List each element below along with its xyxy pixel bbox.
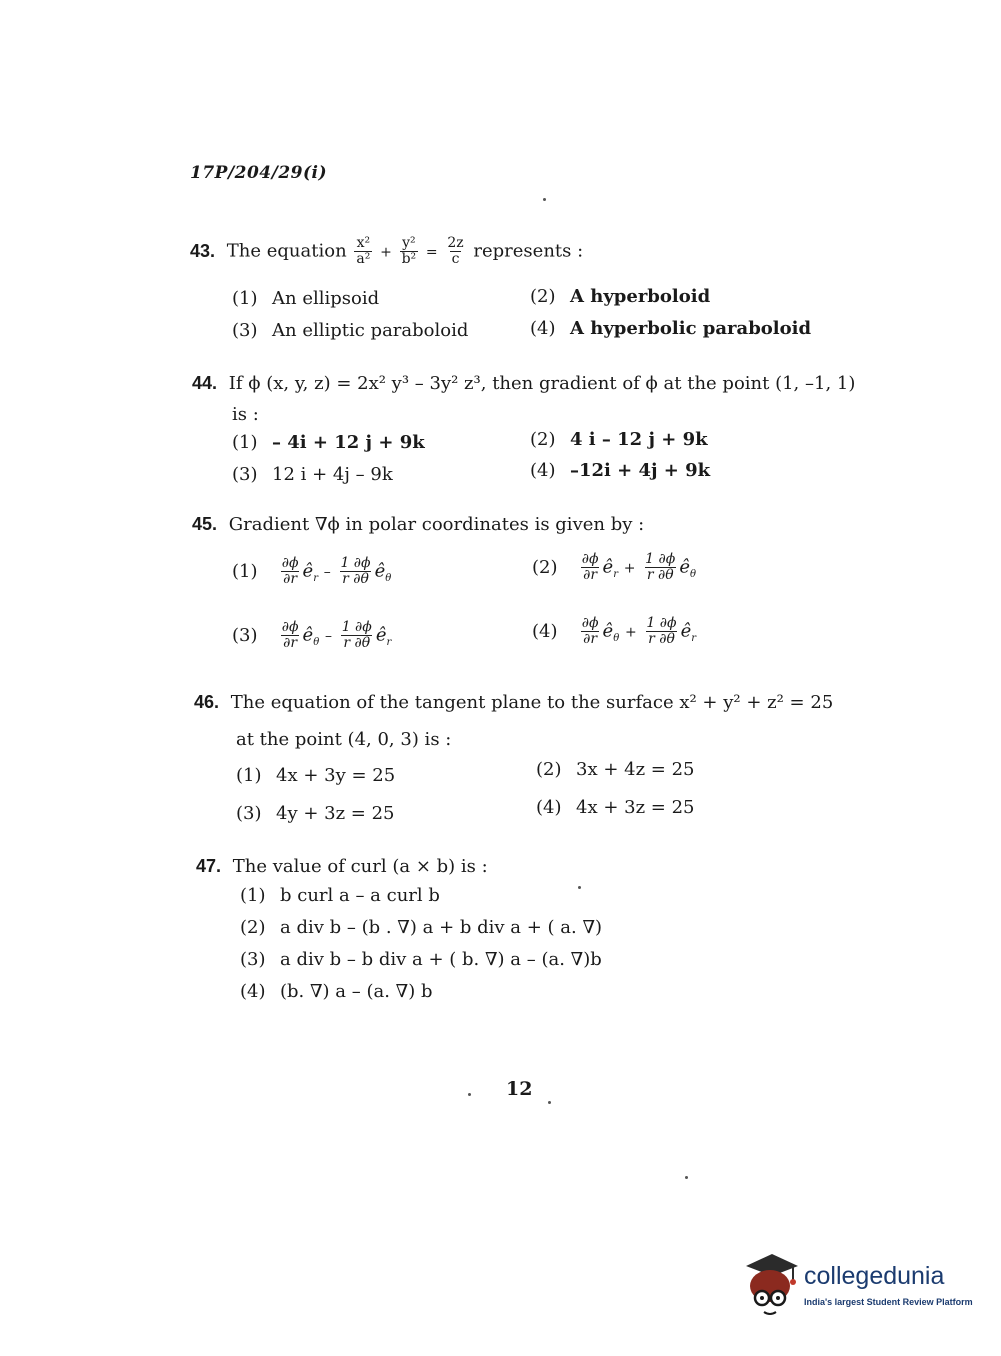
option-44-3[interactable]: (3) 12 i + 4j – 9k	[232, 464, 393, 485]
inv-r-partial-theta: $\frac{1 \partial\phi}{r \partial\theta}$	[645, 551, 676, 583]
option-43-2[interactable]: (2) A hyperboloid	[530, 286, 711, 307]
partial-phi-r: $\frac{\partial\phi}{\partial r}$	[581, 551, 599, 583]
option-46-1[interactable]: (1) 4x + 3y = 25	[236, 765, 396, 786]
option-45-4[interactable]: (4) $\frac{\partial\phi}{\partial r}$ $ê_\theta$ + $\frac{1 \partial\phi}{r \partial\theta}$ $ê_r$	[532, 615, 696, 647]
student-mascot-icon	[742, 1252, 802, 1322]
question-text: If ϕ (x, y, z) = 2x² y³ – 3y² z³, then gradient of ϕ at the point (1, –1, 1)	[228, 373, 856, 394]
question-43: 43. The equation $\frac{\text{x²}}{\text{a²}}$ + $\frac{\text{y²}}{\text{b²}}$ = $\frac{2z}{c}$ represents :	[190, 235, 584, 267]
inv-r-partial-theta: $\frac{1 \partial\phi}{r \partial\theta}$	[646, 615, 677, 647]
question-number: 46.	[194, 692, 220, 712]
paper-code: 17P/204/29(i)	[190, 163, 328, 183]
option-47-2[interactable]: (2) a div b – (b . ∇) a + b div a + ( a. ∇)	[240, 917, 603, 938]
collegedunia-watermark	[742, 1252, 972, 1322]
option-47-4[interactable]: (4) (b. ∇) a – (a. ∇) b	[240, 981, 433, 1002]
fraction-x2-a2: $\frac{\text{x²}}{\text{a²}}$	[356, 235, 371, 267]
option-45-2[interactable]: (2) $\frac{\partial\phi}{\partial r}$ $ê_r$ + $\frac{1 \partial\phi}{r \partial\theta}$ $ê_\theta$	[532, 551, 696, 583]
partial-phi-r: $\frac{\partial\phi}{\partial r}$	[281, 619, 299, 651]
option-44-2[interactable]: (2) 4 i – 12 j + 9k	[530, 429, 708, 450]
fraction-y2-b2: $\frac{\text{y²}}{\text{b²}}$	[401, 235, 417, 267]
inv-r-partial-theta: $\frac{1 \partial\phi}{r \partial\theta}$	[341, 619, 372, 651]
option-45-3[interactable]: (3) $\frac{\partial\phi}{\partial r}$ $ê_\theta$ – $\frac{1 \partial\phi}{r \partial\theta}$ $ê_r$	[232, 619, 392, 651]
question-45	[192, 514, 644, 535]
question-text: The value of curl (a × b) is :	[232, 856, 488, 877]
question-number: 43.	[190, 240, 216, 261]
question-text-end: represents :	[473, 240, 584, 262]
option-44-1[interactable]: (1) – 4i + 12 j + 9k	[232, 432, 425, 453]
option-46-2[interactable]: (2) 3x + 4z = 25	[536, 759, 695, 780]
question-text: The equation of the tangent plane to the surface x² + y² + z² = 25	[230, 692, 834, 713]
fraction-2z-c: $\frac{2z}{c}$	[447, 235, 464, 267]
question-46	[194, 692, 833, 713]
question-47	[196, 856, 488, 877]
speck	[685, 1176, 688, 1179]
question-number: 47.	[196, 856, 222, 876]
speck	[468, 1093, 471, 1096]
option-43-4[interactable]: (4) A hyperbolic paraboloid	[530, 318, 812, 339]
option-45-1[interactable]: (1) $\frac{\partial\phi}{\partial r}$ $ê_r$ – $\frac{1 \partial\phi}{r \partial\theta}$ $ê_\theta$	[232, 555, 392, 587]
option-47-3[interactable]: (3) a div b – b div a + ( b. ∇) a – (a. ∇)b	[240, 949, 602, 970]
question-44-line2: is :	[232, 404, 259, 425]
question-number: 45.	[192, 514, 218, 534]
question-text: The equation	[226, 240, 347, 262]
speck	[543, 198, 546, 201]
question-44	[192, 373, 855, 394]
option-43-1[interactable]: (1) An ellipsoid	[232, 288, 380, 309]
option-44-4[interactable]: (4) –12i + 4j + 9k	[530, 460, 711, 481]
speck	[578, 886, 581, 889]
option-46-3[interactable]: (3) 4y + 3z = 25	[236, 803, 395, 824]
inv-r-partial-theta: $\frac{1 \partial\phi}{r \partial\theta}$	[340, 555, 371, 587]
question-number: 44.	[192, 373, 218, 393]
partial-phi-r: $\frac{\partial\phi}{\partial r}$	[581, 615, 599, 647]
question-46-line2: at the point (4, 0, 3) is :	[236, 729, 452, 750]
option-43-3[interactable]: (3) An elliptic paraboloid	[232, 320, 469, 341]
watermark-brand: collegedunia	[804, 1262, 945, 1290]
option-47-1[interactable]: (1) b curl a – a curl b	[240, 885, 440, 906]
page-number: 12	[506, 1078, 533, 1100]
speck	[548, 1101, 551, 1104]
question-text: Gradient ∇ϕ in polar coordinates is given by :	[228, 514, 645, 535]
watermark-tagline: India's largest Student Review Platform	[804, 1297, 973, 1307]
partial-phi-r: $\frac{\partial\phi}{\partial r}$	[281, 555, 299, 587]
option-46-4[interactable]: (4) 4x + 3z = 25	[536, 797, 695, 818]
